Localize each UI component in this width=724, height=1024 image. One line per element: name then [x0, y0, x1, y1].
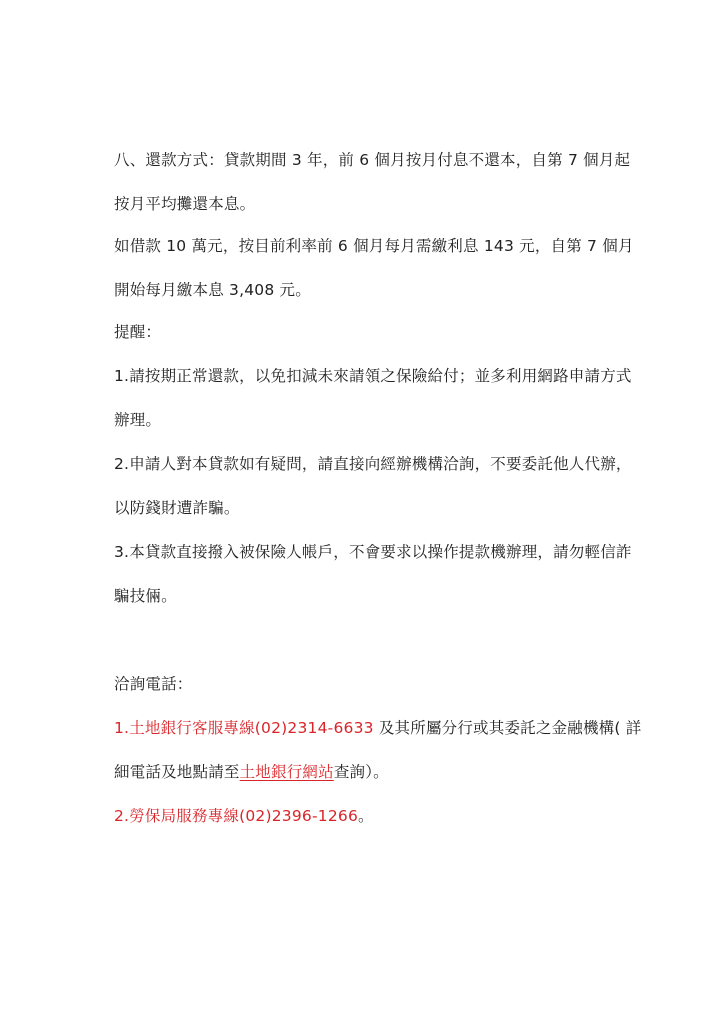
land-bank-hotline: 土地銀行客服專線(02)2314-6633	[129, 719, 374, 737]
contact-item-1-line-2	[114, 762, 389, 782]
repayment-method-line-2: 按月平均攤還本息。	[114, 195, 256, 213]
contact-item-1-suffix: 查詢）。	[333, 763, 389, 781]
reminder-item-1-line-1: 1.請按期正常還款，以免扣減未來請領之保險給付；並多利用網路申請方式	[114, 367, 632, 385]
reminder-item-1-line-2: 辦理。	[114, 411, 162, 429]
contact-item-1-prefix: 細電話及地點請至	[114, 763, 240, 781]
reminder-item-3-line-2: 騙技倆。	[114, 587, 177, 605]
repayment-method-line-1: 八、還款方式：貸款期間 3 年，前 6 個月按月付息不還本，自第 7 個月起	[114, 151, 631, 169]
reminder-item-3-line-1: 3.本貸款直接撥入被保險人帳戶，不會要求以操作提款機辦理，請勿輕信詐	[114, 543, 632, 561]
loan-example-line-1: 如借款 10 萬元，按目前利率前 6 個月每月需繳利息 143 元，自第 7 個月	[114, 237, 634, 255]
land-bank-website-link[interactable]: 土地銀行網站	[239, 763, 334, 781]
contact-item-1-rest: 及其所屬分行或其委託之金融機構( 詳	[373, 719, 642, 737]
reminder-item-2-line-1: 2.申請人對本貸款如有疑問，請直接向經辦機構洽詢，不要委託他人代辦，	[114, 455, 632, 473]
loan-example-line-2: 開始每月繳本息 3,408 元。	[114, 281, 311, 299]
reminder-heading: 提醒：	[114, 323, 162, 341]
contact-item-1-number: 1.	[114, 719, 130, 737]
contact-item-2-number: 2.	[114, 807, 130, 825]
contact-item-2	[114, 806, 374, 826]
reminder-item-2-line-2: 以防錢財遭詐騙。	[114, 499, 240, 517]
contact-item-1-line-1	[114, 718, 641, 738]
contact-item-2-suffix: 。	[358, 807, 374, 825]
contact-heading: 洽詢電話：	[114, 675, 193, 693]
bli-service-hotline: 勞保局服務專線(02)2396-1266	[129, 807, 359, 825]
